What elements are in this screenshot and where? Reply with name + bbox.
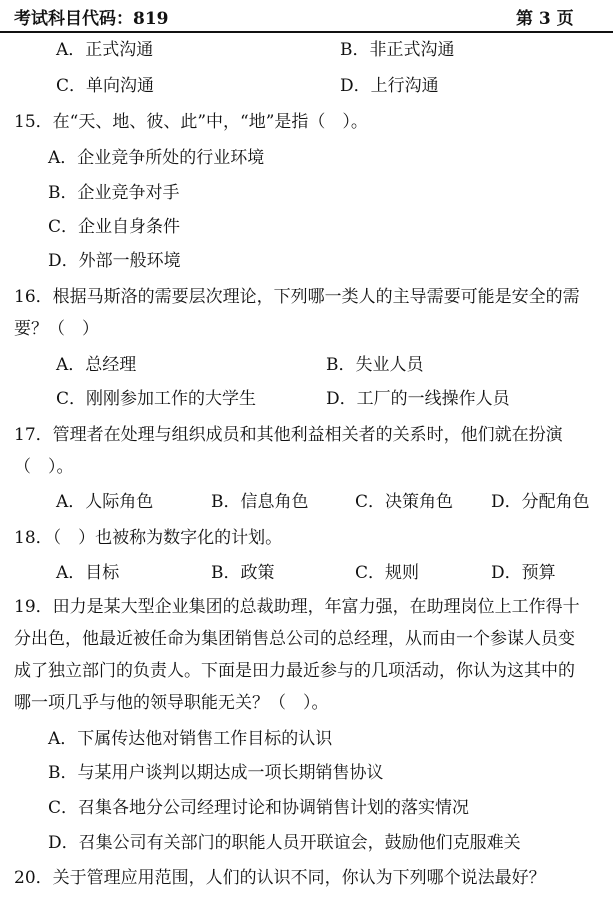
q17-stem-line-2: （ ）。 [14, 457, 74, 477]
q18-option-a: A．目标 [56, 563, 120, 583]
q18-stem: 18．（ ）也被称为数字化的计划。 [14, 528, 283, 548]
q17-stem-line-1: 17．管理者在处理与组织成员和其他利益相关者的关系时，他们就在扮演 [14, 425, 563, 445]
q20-stem: 20．关于管理应用范围，人们的认识不同，你认为下列哪个说法最好？ [14, 868, 546, 888]
header-page-number: 第 3 页 [516, 9, 574, 29]
q16-option-a: A．总经理 [56, 355, 137, 375]
q18-option-c: C．规则 [355, 563, 420, 583]
q15-option-c: C．企业自身条件 [48, 217, 181, 237]
q16-option-c: C．刚刚参加工作的大学生 [56, 389, 257, 409]
q14-option-b: B．非正式沟通 [340, 40, 455, 60]
q14-option-a: A．正式沟通 [56, 40, 154, 60]
q16-option-d: D．工厂的一线操作人员 [326, 389, 510, 409]
q18-option-b: B．政策 [211, 563, 275, 583]
q19-option-a: A．下属传达他对销售工作目标的认识 [48, 729, 333, 749]
q19-option-d: D．召集公司有关部门的职能人员开联谊会，鼓励他们克服难关 [48, 833, 521, 853]
q14-option-d: D．上行沟通 [340, 76, 439, 96]
q14-option-c: C．单向沟通 [56, 76, 155, 96]
q16-option-b: B．失业人员 [326, 355, 424, 375]
q19-stem-line-1: 19．田力是某大型企业集团的总裁助理，年富力强，在助理岗位上工作得十 [14, 597, 580, 617]
q19-stem-line-3: 成了独立部门的负责人。下面是田力最近参与的几项活动，你认为这其中的 [14, 661, 575, 681]
header-exam-code: 考试科目代码：819 [14, 9, 169, 29]
q15-option-b: B．企业竞争对手 [48, 183, 180, 203]
q19-option-b: B．与某用户谈判以期达成一项长期销售协议 [48, 763, 384, 783]
q16-stem-line-2: 要？（ ） [14, 319, 99, 339]
header-divider [0, 31, 613, 33]
q19-stem-line-4: 哪一项几乎与他的领导职能无关？（ ）。 [14, 693, 329, 713]
q17-option-b: B．信息角色 [211, 492, 309, 512]
q19-option-c: C．召集各地分公司经理讨论和协调销售计划的落实情况 [48, 798, 470, 818]
q17-option-c: C．决策角色 [355, 492, 454, 512]
q17-option-a: A．人际角色 [56, 492, 154, 512]
q18-option-d: D．预算 [491, 563, 556, 583]
q15-option-a: A．企业竞争所处的行业环境 [48, 148, 265, 168]
q15-option-d: D．外部一般环境 [48, 251, 181, 271]
q15-stem: 15．在“天、地、彼、此”中，“地”是指（ ）。 [14, 112, 368, 132]
q16-stem-line-1: 16．根据马斯洛的需要层次理论，下列哪一类人的主导需要可能是安全的需 [14, 287, 580, 307]
q19-stem-line-2: 分出色，他最近被任命为集团销售总公司的总经理，从而由一个参谋人员变 [14, 629, 575, 649]
q17-option-d: D．分配角色 [491, 492, 590, 512]
